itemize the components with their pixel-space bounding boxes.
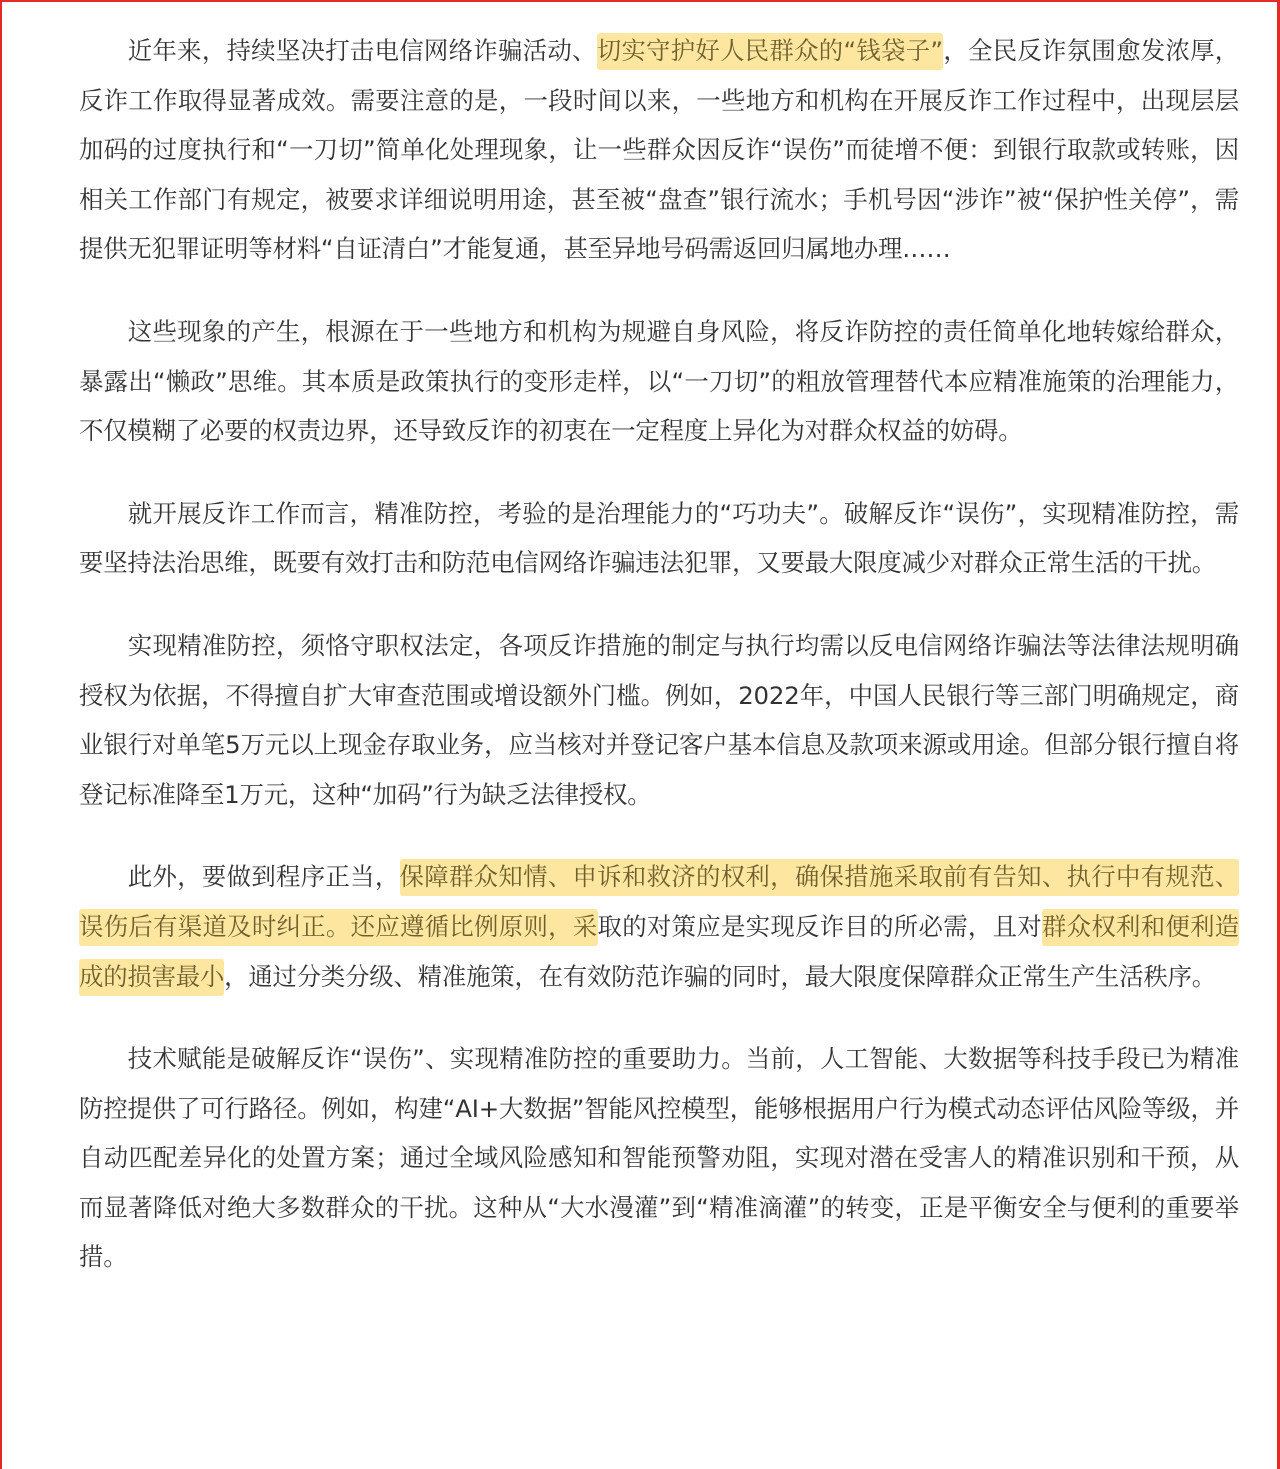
paragraph-4	[79, 621, 1239, 819]
highlighted-text: 切实守护好人民群众的“钱袋子”	[597, 33, 943, 70]
paragraph-6	[79, 1034, 1239, 1282]
text-segment: 取的对策应是实现反诈目的所必需，且对	[597, 911, 1042, 941]
text-segment: 实现精准防控，须恪守职权法定，各项反诈措施的制定与执行均需以反电信网络诈骗法等法律法规明确授权为依据，不得擅自扩大审查范围或增设额外门槛。例如，2022年，中国人民银行等三部门明确规定，商业银行对单笔5万元以上现金存取业务，应当核对并登记客户基本信息及款项来源或用途。但部分银行擅自将登记标准降至1万元，这种“加码”行为缺乏法律授权。	[79, 630, 1239, 809]
text-segment: 此外，要做到程序正当，	[127, 862, 400, 892]
paragraph-3	[79, 489, 1239, 588]
highlighted-text: 群众权利和便利造成的损害最小	[79, 909, 1239, 996]
text-segment: 近年来，持续坚决打击电信网络诈骗活动、	[127, 36, 597, 65]
article-body	[79, 26, 1239, 1315]
paragraph-2	[79, 307, 1239, 456]
text-segment: ，通过分类分级、精准施策，在有效防范诈骗的同时，最大限度保障群众正常生产生活秩序。	[224, 961, 1216, 991]
paragraph-1	[79, 26, 1239, 274]
text-segment: 技术赋能是破解反诈“误伤”、实现精准防控的重要助力。当前，人工智能、大数据等科技手段已为精准防控提供了可行路径。例如，构建“AI+大数据”智能风控模型，能够根据用户行为模式动态评估风险等级，并自动匹配差异化的处置方案；通过全域风险感知和智能预警劝阻，实现对潜在受害人的精准识别和干预，从而显著降低对绝大多数群众的干扰。这种从“大水漫灌”到“精准滴灌”的转变，正是平衡安全与便利的重要举措。	[79, 1044, 1239, 1272]
text-segment: 就开展反诈工作而言，精准防控，考验的是治理能力的“巧功夫”。破解反诈“误伤”，实现精准防控，需要坚持法治思维，既要有效打击和防范电信网络诈骗违法犯罪，又要最大限度减少对群众正常生活的干扰。	[79, 498, 1239, 578]
text-segment: ，全民反诈氛围愈发浓厚，反诈工作取得显著成效。需要注意的是，一段时间以来，一些地方和机构在开展反诈工作过程中，出现层层加码的过度执行和“一刀切”简单化处理现象，让一些群众因反诈“误伤”而徒增不便：到银行取款或转账，因相关工作部门有规定，被要求详细说明用途，甚至被“盘查”银行流水；手机号因“涉诈”被“保护性关停”，需提供无犯罪证明等材料“自证清白”才能复通，甚至异地号码需返回归属地办理……	[79, 36, 1239, 264]
highlighted-text: 保障群众知情、申诉和救济的权利，确保措施采取前有告知、执行中有规范、误伤后有渠道及时纠正。还应遵循比例原则，采	[79, 859, 1239, 946]
text-segment: 这些现象的产生，根源在于一些地方和机构为规避自身风险，将反诈防控的责任简单化地转嫁给群众，暴露出“懒政”思维。其本质是政策执行的变形走样，以“一刀切”的粗放管理替代本应精准施策的治理能力，不仅模糊了必要的权责边界，还导致反诈的初衷在一定程度上异化为对群众权益的妨碍。	[79, 316, 1239, 446]
paragraph-5	[79, 852, 1239, 1001]
